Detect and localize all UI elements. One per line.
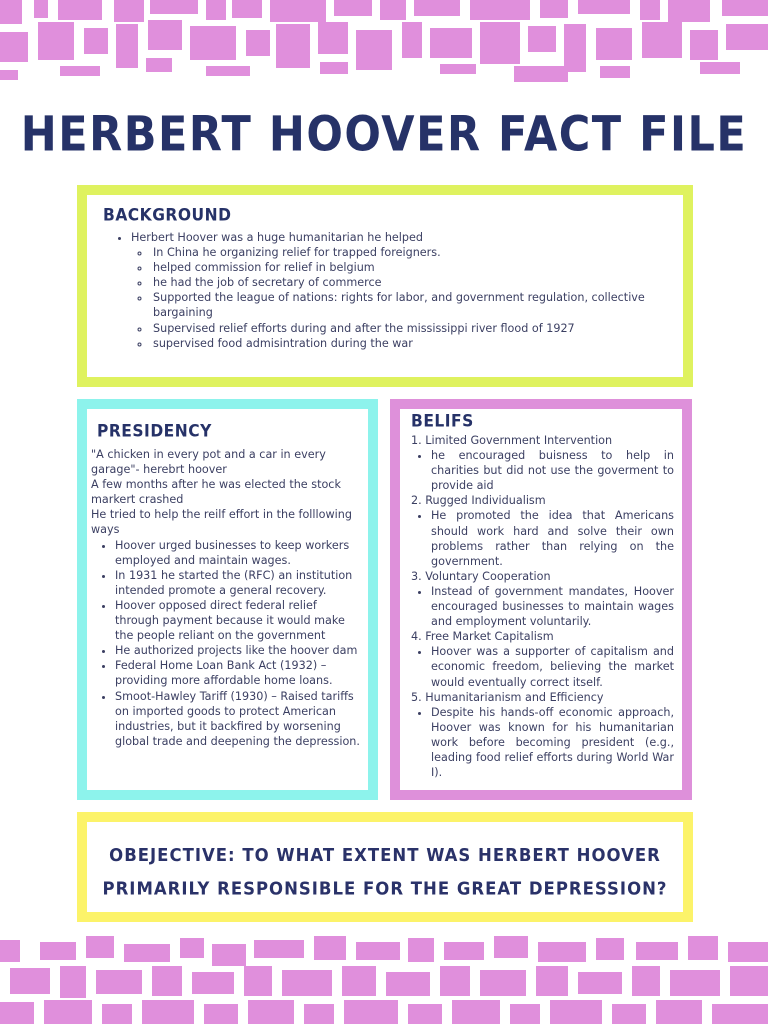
decorative-mosaic-top [0,0,768,84]
list-item: • He authorized projects like the hoover dam [115,643,362,658]
list-item: ◦ he had the job of secretary of commerce [151,275,667,290]
beliefs-heading: BELIFS [411,411,474,431]
list-item: 1. Limited Government Intervention • he encouraged buisness to help in charities but did not use the goverment to provide aid [411,433,674,493]
background-panel [77,185,693,387]
list-item: • Hoover urged businesses to keep workers employed and maintain wages. [115,538,362,568]
objective-text [87,820,683,906]
list-item: ◦ helped commission for relief in belgium [151,260,667,275]
objective-line-1: OBEJECTIVE: TO WHAT EXTENT WAS HERBERT HOOVER [109,845,661,866]
list-item: • He promoted the idea that Americans should work hard and solve their own problems rather than relying on the government. [431,508,674,568]
list-item: • Federal Home Loan Bank Act (1932) – providing more affordable home loans. [115,658,362,688]
decorative-mosaic-bottom [0,936,768,1024]
list-item: 2. Rugged Individualism • He promoted the idea that Americans should work hard and solve their own problems rather than relying on the government. [411,493,674,568]
background-heading: BACKGROUND [103,205,232,225]
list-item: ◦ Supervised relief efforts during and after the mississippi river flood of 1927 [151,321,667,336]
presidency-paragraph: He tried to help the reilf effort in the folllowing ways [91,508,352,537]
presidency-quote: "A chicken in every pot and a car in every garage"- herebrt hoover [91,448,326,477]
list-item: ◦ supervised food admisintration during the war [151,336,667,351]
list-item: • he encouraged buisness to help in charities but did not use the goverment to provide aid [431,448,674,493]
list-item: • Hoover opposed direct federal relief through payment because it would make the people reliant on the government [115,598,362,643]
background-list [103,230,667,351]
background-sub-list [131,245,667,351]
objective-panel [77,812,693,922]
list-item: 5. Humanitarianism and Efficiency • Despite his hands-off economic approach, Hoover was known for his humanitarian work before becoming president (e.g., leading food relief efforts during World War I). [411,690,674,781]
list-item: • Despite his hands-off economic approach, Hoover was known for his humanitarian work before becoming president (e.g., leading food relief efforts during World War I). [431,705,674,780]
list-item [131,230,667,351]
background-main-point: Herbert Hoover was a huge humanitarian he helped [131,231,423,244]
page-title: HERBERT HOOVER FACT FILE [20,107,748,163]
list-item: • Instead of government mandates, Hoover encouraged businesses to maintain wages and employment voluntarily. [431,584,674,629]
presidency-paragraph: A few months after he was elected the stock markert crashed [91,478,341,507]
presidency-list [91,538,362,749]
list-item: 3. Voluntary Cooperation • Instead of government mandates, Hoover encouraged businesses to maintain wages and employment voluntarily. [411,569,674,629]
objective-line-2: PRIMARILY RESPONSIBLE FOR THE GREAT DEPRESSION? [102,878,668,899]
presidency-panel [77,399,378,800]
list-item: ◦ In China he organizing relief for trapped foreigners. [151,245,667,260]
list-item: • Smoot-Hawley Tariff (1930) – Raised tariffs on imported goods to protect American industries, but it backfired by worsening global trade and deepening the depression. [115,689,362,749]
list-item: ◦ Supported the league of nations: rights for labor, and government regulation, collective bargaining [151,290,667,320]
presidency-heading: PRESIDENCY [97,421,212,441]
beliefs-panel [390,399,692,800]
list-item: 4. Free Market Capitalism • Hoover was a supporter of capitalism and economic freedom, believing the market would eventually correct itself. [411,629,674,689]
beliefs-list [411,433,674,780]
list-item: • Hoover was a supporter of capitalism and economic freedom, believing the market would eventually correct itself. [431,644,674,689]
list-item: • In 1931 he started the (RFC) an institution intended promote a general recovery. [115,568,362,598]
